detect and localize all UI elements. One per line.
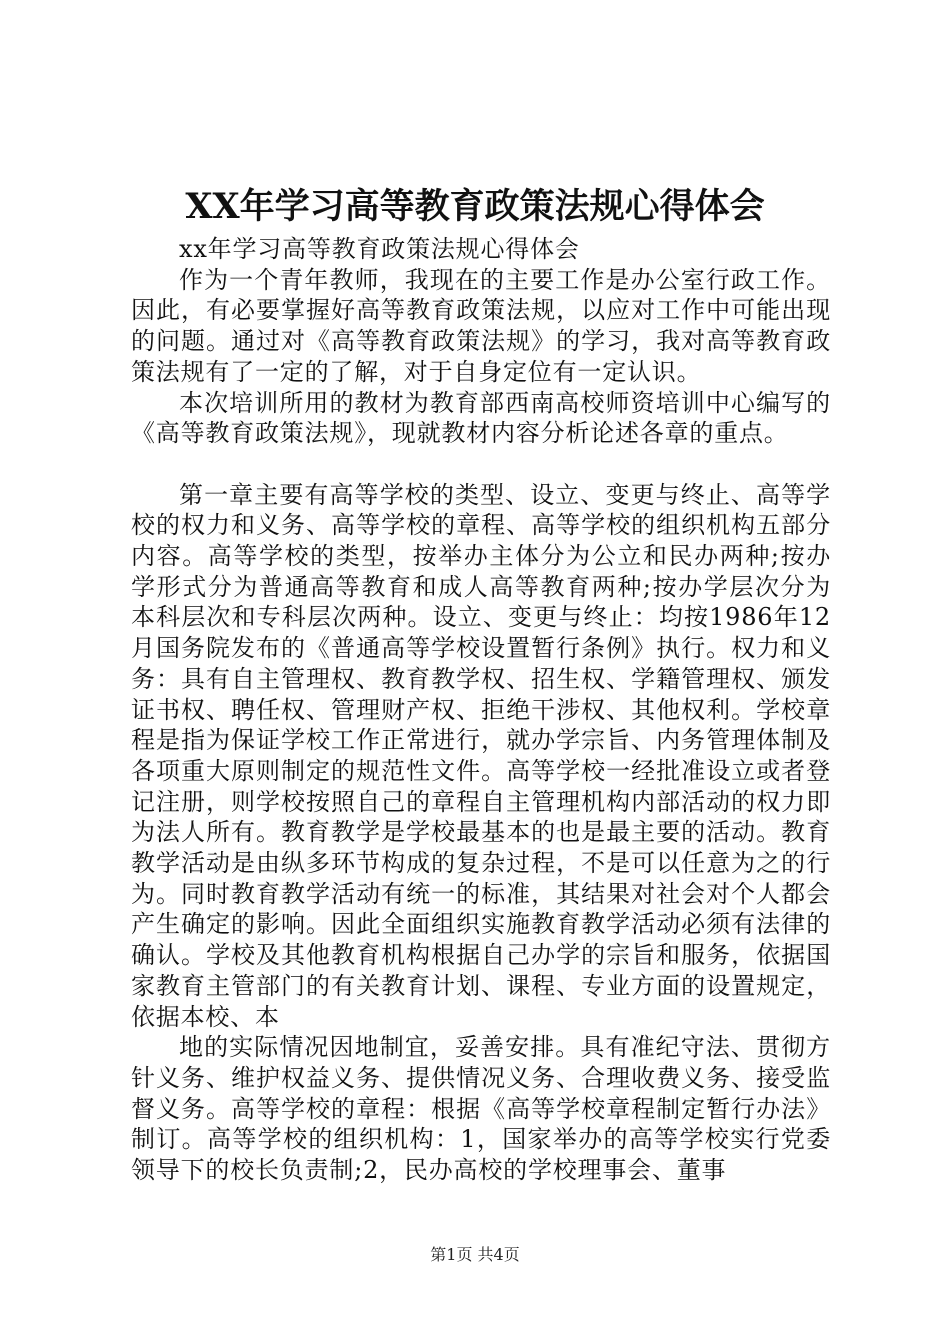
paragraph-continuation: 地的实际情况因地制宜，妥善安排。具有准纪守法、贯彻方针义务、维护权益义务、提供情况义务、合理收费义务、接受监督义务。高等学校的章程：根据《高等学校章程制定暂行办法》制订。高等学校的组织机构：1，国家举办的高等学校实行党委领导下的校长负责制;2，民办高校的学校理事会、董事 <box>131 1033 831 1185</box>
document-body <box>131 234 831 1186</box>
page-title: XX年学习高等教育政策法规心得体会 <box>185 186 765 227</box>
paragraph-training: 本次培训所用的教材为教育部西南高校师资培训中心编写的《高等教育政策法规》，现就教材内容分析论述各章的重点。 <box>131 388 831 448</box>
paragraph-chapter-one: 第一章主要有高等学校的类型、设立、变更与终止、高等学校的权力和义务、高等学校的章程、高等学校的组织机构五部分内容。高等学校的类型，按举办主体分为公立和民办两种;按办学形式分为普通高等教育和成人高等教育两种;按办学层次分为本科层次和专科层次两种。设立、变更与终止：均按1986年12月国务院发布的《普通高等学校设置暂行条例》执行。权力和义务：具有自主管理权、教育教学权、招生权、学籍管理权、颁发证书权、聘任权、管理财产权、拒绝干涉权、其他权利。学校章程是指为保证学校工作正常进行，就办学宗旨、内务管理体制及各项重大原则制定的规范性文件。高等学校一经批准设立或者登记注册，则学校按照自己的章程自主管理机构内部活动的权力即为法人所有。教育教学是学校最基本的也是最主要的活动。教育教学活动是由纵多环节构成的复杂过程，不是可以任意为之的行为。同时教育教学活动有统一的标准，其结果对社会对个人都会产生确定的影响。因此全面组织实施教育教学活动必须有法律的确认。学校及其他教育机构根据自己办学的宗旨和服务，依据国家教育主管部门的有关教育计划、课程、专业方面的设置规定，依据本校、本 <box>131 480 831 1031</box>
paragraph-intro: 作为一个青年教师，我现在的主要工作是办公室行政工作。因此，有必要掌握好高等教育政策法规，以应对工作中可能出现的问题。通过对《高等教育政策法规》的学习，我对高等教育政策法规有了一定的了解，对于自身定位有一定认识。 <box>131 265 831 386</box>
paragraph-subtitle: xx年学习高等教育政策法规心得体会 <box>179 235 580 263</box>
page-number: 第1页 共4页 <box>430 1245 520 1264</box>
